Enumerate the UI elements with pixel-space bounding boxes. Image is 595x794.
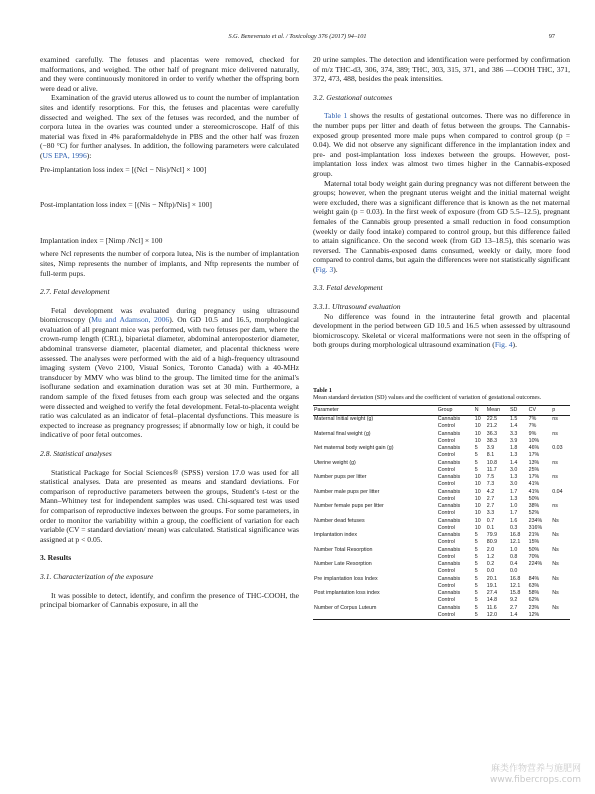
table-cell: 19.1 [486,582,498,589]
table-cell: 3.9 [486,445,495,452]
table-row [313,503,570,510]
table-cell: 36.3 [486,430,498,437]
table-row [313,568,570,575]
table-cell: Number Total Resorption [314,546,373,553]
table-cell: Control [437,582,455,589]
table-cell: 5 [474,466,478,473]
table-cell: 0.8 [509,553,518,560]
paragraph: where Ncl represents the number of corpora lutea, Nis is the number of implantation sites, Nimp represents the number of implants, and Nftp represents the number of full-term pups. [40,249,299,278]
table-cell: 1.3 [509,452,518,459]
table-cell: 3.3 [509,430,518,437]
table-cell [313,438,437,445]
table-cell: 5 [474,582,478,589]
table-cell: Cannabis [437,488,461,495]
table-cell: Control [437,553,455,560]
table-row [313,510,570,517]
table-cell: 80.9 [486,539,498,546]
table-cell: 5 [474,612,486,620]
table-cell: 52% [528,510,540,517]
table-cell: 5 [474,546,478,553]
table-cell: 1.0 [509,503,518,510]
table-row [313,496,570,503]
table-cell: 5 [474,575,478,582]
table-cell: Maternal final weight (g) [314,430,371,437]
formula-implantation-index: Implantation index = [Nimp /Ncl] × 100 [40,235,163,245]
table-cell: 5 [474,539,478,546]
table-cell: 10 [474,416,481,423]
table-cell: 1.3 [509,474,518,481]
table-cell: 84% [528,575,540,582]
table-cell: 10 [474,510,481,517]
table-cell: 11.7 [486,466,497,473]
table-cell: 10 [474,517,481,524]
table-cell: Cannabis [437,503,461,510]
table-cell: 0.3 [509,524,518,531]
table-cell: Number Late Resorption [314,561,372,568]
table-cell [551,452,570,459]
table-cell: 10 [474,423,481,430]
table-cell: 3.0 [509,466,518,473]
table-cell [551,525,570,532]
table-cell: ns [552,474,558,481]
table-cell: Pre implantation loss Index [314,575,378,582]
table-cell: Implantation index [314,532,357,539]
table-cell: 0.0 [509,568,518,575]
table-cell: 10.8 [486,459,498,466]
table-cell: 41% [528,488,540,495]
table-row [313,438,570,445]
table-cell: 1.7 [509,488,518,495]
table-cell: Control [437,481,455,488]
table-cell: 23% [528,604,540,611]
table-cell [313,467,437,474]
table-cell: 5 [474,597,478,604]
table-cell: Maternal Initial weight (g) [314,416,374,423]
table-cell [313,452,437,459]
table-cell: 1.4 [509,423,518,430]
table-header-cell: SD [509,405,528,415]
table-cell: 10 [474,524,481,531]
table-cell: 7% [528,416,537,423]
table-row [313,561,570,568]
table-cell: 70% [528,553,540,560]
paragraph: Examination of the gravid uterus allowed us to count the number of implantation sites and identify resorptions. For this, the fetuses and placentas were carefully dissected and weighed. The sex of the fetuses was recorded, and the number of corpora lutea in the ovaries was counted under a stereomicroscope. Half of this material was fixed in 4% paraformaldehyde in PBS and the other half was frozen (−80 °C) for further analyses. In addition, the following parameters were calculated (US EPA, 1996): [40,93,299,160]
table-cell: Cannabis [437,561,461,568]
table-cell [313,568,437,575]
formula-pre-implantation: Pre-implantation loss index = [(Ncl − Nis)/Ncl] × 100] [40,164,207,174]
table-row [313,467,570,474]
table-cell: 10 [474,503,481,510]
table-cell: Control [437,510,455,517]
table-cell: 15.8 [509,590,521,597]
header-citation: S.G. Benevenuto et al. / Toxicology 376 (2017) 94–101 [228,33,367,40]
table-cell [551,539,570,546]
table-cell: 10 [474,488,481,495]
table-cell: 0.7 [486,517,495,524]
table-header-cell: p [551,405,570,415]
table-cell: 10% [528,437,540,444]
table-cell: 0.4 [509,561,518,568]
table-cell: 10 [474,481,481,488]
table-header-row [313,405,570,415]
paragraph: Table 1 shows the results of gestational outcomes. There was no difference in the number pups per litter and death of fetus between the groups. The Cannabis-exposed group presented more male pups when compared to control group (p = 0.04). We did not observe any significant difference in the implantation index and pre- and post-implantation loss indexes between the groups. However, post-implantation loss index was almost two times higher in the Cannabis-exposed group. [313,111,570,178]
table-row [313,576,570,583]
table-cell: Cannabis [437,459,461,466]
table-cell: 1.4 [509,459,518,466]
table-cell [551,568,570,575]
paragraph: 20 urine samples. The detection and identification were performed by confirmation of m/z THC-d3, 306, 374, 389; THC, 303, 315, 371, and 386 —COOH THC, 371, 372, 473, 488, besides the peak intensities. [313,55,570,84]
table-cell: 1.3 [509,495,518,502]
table-cell: 12% [528,612,552,620]
table-cell [551,510,570,517]
table-cell: ns [552,503,558,510]
table-cell: Ns [552,532,559,539]
table-cell [313,597,437,604]
table-cell: Cannabis [437,575,461,582]
table-header-cell: N [474,405,486,415]
table-row [313,518,570,525]
table-row [313,612,570,620]
table-cell: 10 [474,474,481,481]
table-cell: Ns [552,590,559,597]
table-row [313,583,570,590]
table-cell: Control [437,568,455,575]
table-cell: 0.04 [552,488,563,495]
table-cell [313,525,437,532]
table-cell: 9% [528,430,537,437]
table-cell: Number pups per litter [314,474,367,481]
table-cell: 5 [474,445,478,452]
table-row [313,539,570,546]
table-cell: Control [437,466,455,473]
table-cell [313,554,437,561]
table-cell: 17% [528,452,540,459]
table-cell: Control [437,524,455,531]
table-cell: 2.7 [486,503,495,510]
table-cell: Cannabis [437,590,461,597]
table-cell: Control [437,597,455,604]
table-cell: Ns [552,575,559,582]
table-cell: 3.0 [509,481,518,488]
table-row [313,481,570,488]
section-heading: 2.8. Statistical analyses [40,449,112,458]
table-cell: 62% [528,597,540,604]
citation-link[interactable]: US EPA, 1996 [42,150,87,160]
table-cell: 0.1 [486,524,495,531]
table-row [313,489,570,496]
table-cell [551,496,570,503]
table-cell: 22.5 [486,416,498,423]
table-cell: Ns [552,546,559,553]
table-cell: 234% [528,517,543,524]
table-cell: 17% [528,474,540,481]
table-cell: 12.1 [509,539,521,546]
table-row [313,452,570,459]
table-cell: 5 [474,532,478,539]
table-cell: 5 [474,561,478,568]
table-cell: 79.9 [486,532,498,539]
table-cell: 58% [528,590,540,597]
table-cell: Number female pups per litter [314,503,384,510]
table-cell: Control [437,452,455,459]
paragraph: Fetal development was evaluated during pregnancy using ultrasound biomicroscopy (Mu and Adamson, 2006). On GD 10.5 and 16.5, morphological evaluation of all pregnant mice was performed, with two fetuses per dam, where the crown-rump length (CRL), biparietal diameter, abdominal anteroposterior diameter, abdominal transverse diameter, placental diameter, and placental thickness were assessed. The analyses were performed with the aid of a high-frequency ultrasound imaging system (Vevo 2100, Visual Sonics, Toronto Canada) with a 40-MHz transducer by MMV who was blind to the group. The limited time for the animal's isoflurane sedation and examination duration was set at 30 min. Furthermore, a random sample of the fixed fetuses from each group was selected and the organs were dissected and weighed to verify the fetal development. Fetal-to-placenta weight ratio was calculated as an indicator of fetal–placental dysfunctions. This measure is expected to increase as pregnancy progresses; if abnormally low or high, it could be indicative of poor fetal outcomes. [40,305,300,440]
section-heading: 2.7. Fetal development [40,287,110,297]
table-cell: 10 [474,437,481,444]
table-cell: 10 [474,430,481,437]
table-cell [551,481,570,488]
table-cell: 8.1 [486,452,495,459]
table-cell: 46% [528,445,540,452]
table-cell: 10 [474,495,481,502]
table-cell: Net maternal body weight gain (g) [314,445,394,452]
table-cell: Cannabis [437,532,461,539]
table-cell: 27.4 [486,590,498,597]
table-row [313,445,570,452]
paragraph: Maternal total body weight gain during pregnancy was not different between the groups; however, when the pregnant uterus weight and the initial maternal weight were excluded, there was a significant difference that is known as the net maternal weight gain (p = 0.03). In the first week of exposure (from GD 5.5–12.5), pregnant females of the Cannabis group presented a small reduction in food consumption (weekly or daily food intake) compared to control group, but this difference failed to attain significance. On the second week (from GD 13–18.5), this scenario was reversed. The Cannabis-exposed dams consumed, weekly or daily, more food compared to control dams, but again the differences were not statistically significant (Fig. 3). [313,178,570,274]
table-row [313,532,570,539]
table-cell: 5 [474,452,478,459]
table-cell: 7% [528,423,537,430]
table-cell: Number male pups per litter [314,488,380,495]
table-cell [313,539,437,546]
page-number: 97 [548,33,555,40]
table-cell: Ns [552,561,559,568]
table-cell: 15% [528,539,540,546]
table-cell: 5 [474,568,478,575]
table-body [313,416,570,620]
table-row [313,605,570,612]
table-cell: 50% [528,546,540,553]
table-cell [313,612,437,620]
table-cell: Control [437,437,455,444]
table-cell [313,510,437,517]
table-cell [313,496,437,503]
table-cell: Cannabis [437,430,461,437]
table-cell [551,583,570,590]
table-cell [551,438,570,445]
table-cell: 0.2 [486,561,495,568]
table-cell: 2.7 [509,604,518,611]
table-cell: 5 [474,604,478,611]
citation-link[interactable]: Mu and Adamson, 2006 [91,315,170,325]
table-cell: 224% [528,561,543,568]
figure-link[interactable]: Fig. 3 [315,264,334,274]
table-cell: 7.3 [486,481,495,488]
table-cell: 63% [528,582,540,589]
section-heading: 3.2. Gestational outcomes [313,92,393,102]
table-cell [313,583,437,590]
table-header-cell: Parameter [313,405,437,415]
table-caption: Mean standard deviation (SD) values and the coefficient of variation of gestational outcomes. [313,395,542,402]
table-cell [551,597,570,604]
table-cell: 9.2 [509,597,518,604]
paragraph: No difference was found in the intrauterine fetal growth and placental development in the period between GD 10.5 and 16.5 when assessed by ultrasound biomicroscopy. Skeletal or viceral malformations were not seen in the offspring of both groups during morphological ultrasound examination (Fig. 4). [313,311,570,350]
paragraph: Statistical Package for Social Sciences® (SPSS) version 17.0 was used for all statistical analyses. Data are presented as means and standard deviations. For comparison of reproductive parameters between the groups, Student's t-test or the Mann–Whitney test for independent samples was used. Chi-squared test was used for comparison of reproductive indexes between the groups. For some parameters, in order to monitor the variability within a group, the coefficient of variation for each variable (CV = standard deviation/ mean) was calculated. Statistical significance was assigned at p < 0.05. [40,467,299,544]
table-cell: 38.3 [486,437,498,444]
table-cell: 1.0 [509,546,518,553]
table-cell: 50% [528,495,540,502]
table-cell: 316% [528,524,543,531]
table-cell: Cannabis [437,416,461,423]
table-cell: 21% [528,532,540,539]
table-link[interactable]: Table 1 [324,111,348,121]
table-cell [551,423,570,430]
table-cell: ns [552,430,558,437]
table-cell: Control [437,612,474,620]
table-cell [551,467,570,474]
table-cell: 1.5 [509,416,518,423]
table-cell: 14.8 [486,597,498,604]
table-cell: Control [437,495,455,502]
section-heading: 3.3. Fetal development [313,283,383,293]
table-cell: ns [552,459,558,466]
table-row [313,423,570,430]
table-cell: 16.8 [509,575,521,582]
table-cell: ns [552,416,558,423]
table-cell: Cannabis [437,445,461,452]
table-cell [313,423,437,430]
table-cell: 20.1 [486,575,498,582]
gestational-outcomes-table [313,405,570,620]
table-cell [551,612,570,620]
table-cell: Post implantation loss index [314,590,380,597]
table-cell: 4.2 [486,488,495,495]
formula-post-implantation: Post-implantation loss index = [(Nis − Nftp)/Nis] × 100] [40,200,212,210]
table-cell: Number of Corpus Luteum [314,604,377,611]
paragraph: examined carefully. The fetuses and placentas were removed, checked for malformations, and weighed. The other half of pregnant mice delivered naturally, and they were continuously monitored in order to verify whether the offspring born were dead or alive. [40,55,299,93]
table-cell: 1.6 [509,517,518,524]
table-cell: 38% [528,503,540,510]
figure-link[interactable]: Fig. 4 [494,340,513,350]
table-row [313,460,570,467]
table-cell: 16.8 [509,532,521,539]
table-cell: Control [437,423,455,430]
table-cell: 1.2 [486,553,495,560]
table-cell: 11.6 [486,604,497,611]
table-cell: 1.4 [509,612,528,620]
table-cell: 21.2 [486,423,498,430]
table-cell: 5 [474,590,478,597]
table-cell: Ns [552,604,559,611]
subsection-heading: 3.3.1. Ultrasound evaluation [313,302,401,312]
table-label: Table 1 [313,388,332,395]
table-cell: 1.7 [509,510,518,517]
table-cell: 12.0 [486,612,509,620]
left-column [40,55,299,610]
table-cell: 0.0 [486,568,495,575]
table-cell: Cannabis [437,474,461,481]
table-cell: Number dead fetuses [314,517,365,524]
table-cell: Ns [552,517,559,524]
table-row [313,431,570,438]
table-cell: 13% [528,459,540,466]
table-cell: 12.1 [509,582,521,589]
table-cell [551,554,570,561]
table-cell: Cannabis [437,546,461,553]
table-cell: Cannabis [437,517,461,524]
table-header-cell: Mean [486,405,509,415]
table-row [313,525,570,532]
table-row [313,474,570,481]
table-cell: 2.0 [486,546,495,553]
table-cell: 3.9 [509,437,518,444]
table-row [313,554,570,561]
table-row [313,416,570,424]
table-row [313,590,570,597]
table-cell: 25% [528,466,540,473]
table-row [313,597,570,604]
watermark: 麻类作物营养与施肥网 www.fibercrops.com [490,764,581,785]
table-cell: 3.3 [486,510,495,517]
table-cell: 1.8 [509,445,518,452]
table-cell: 0.03 [552,445,563,452]
table-cell: 7.5 [486,474,495,481]
table-cell: Control [437,539,455,546]
table-row [313,547,570,554]
section-heading: 3.1. Characterization of the exposure [40,571,154,581]
table-cell [528,568,552,575]
table-cell: 5 [474,459,478,466]
paragraph: It was possible to detect, identify, and confirm the presence of THC-COOH, the principal biomarker of Cannabis exposure, in all the [40,590,299,610]
table-cell: 5 [474,553,478,560]
table-cell: Uterine weight (g) [314,459,356,466]
table-cell: 2.7 [486,495,495,502]
table-cell: Cannabis [437,604,461,611]
table-header-cell: Group [437,405,474,415]
table-cell: 41% [528,481,540,488]
table-cell [313,481,437,488]
right-column [313,55,570,620]
table-header-cell: CV [528,405,552,415]
section-heading: 3. Results [40,553,72,563]
